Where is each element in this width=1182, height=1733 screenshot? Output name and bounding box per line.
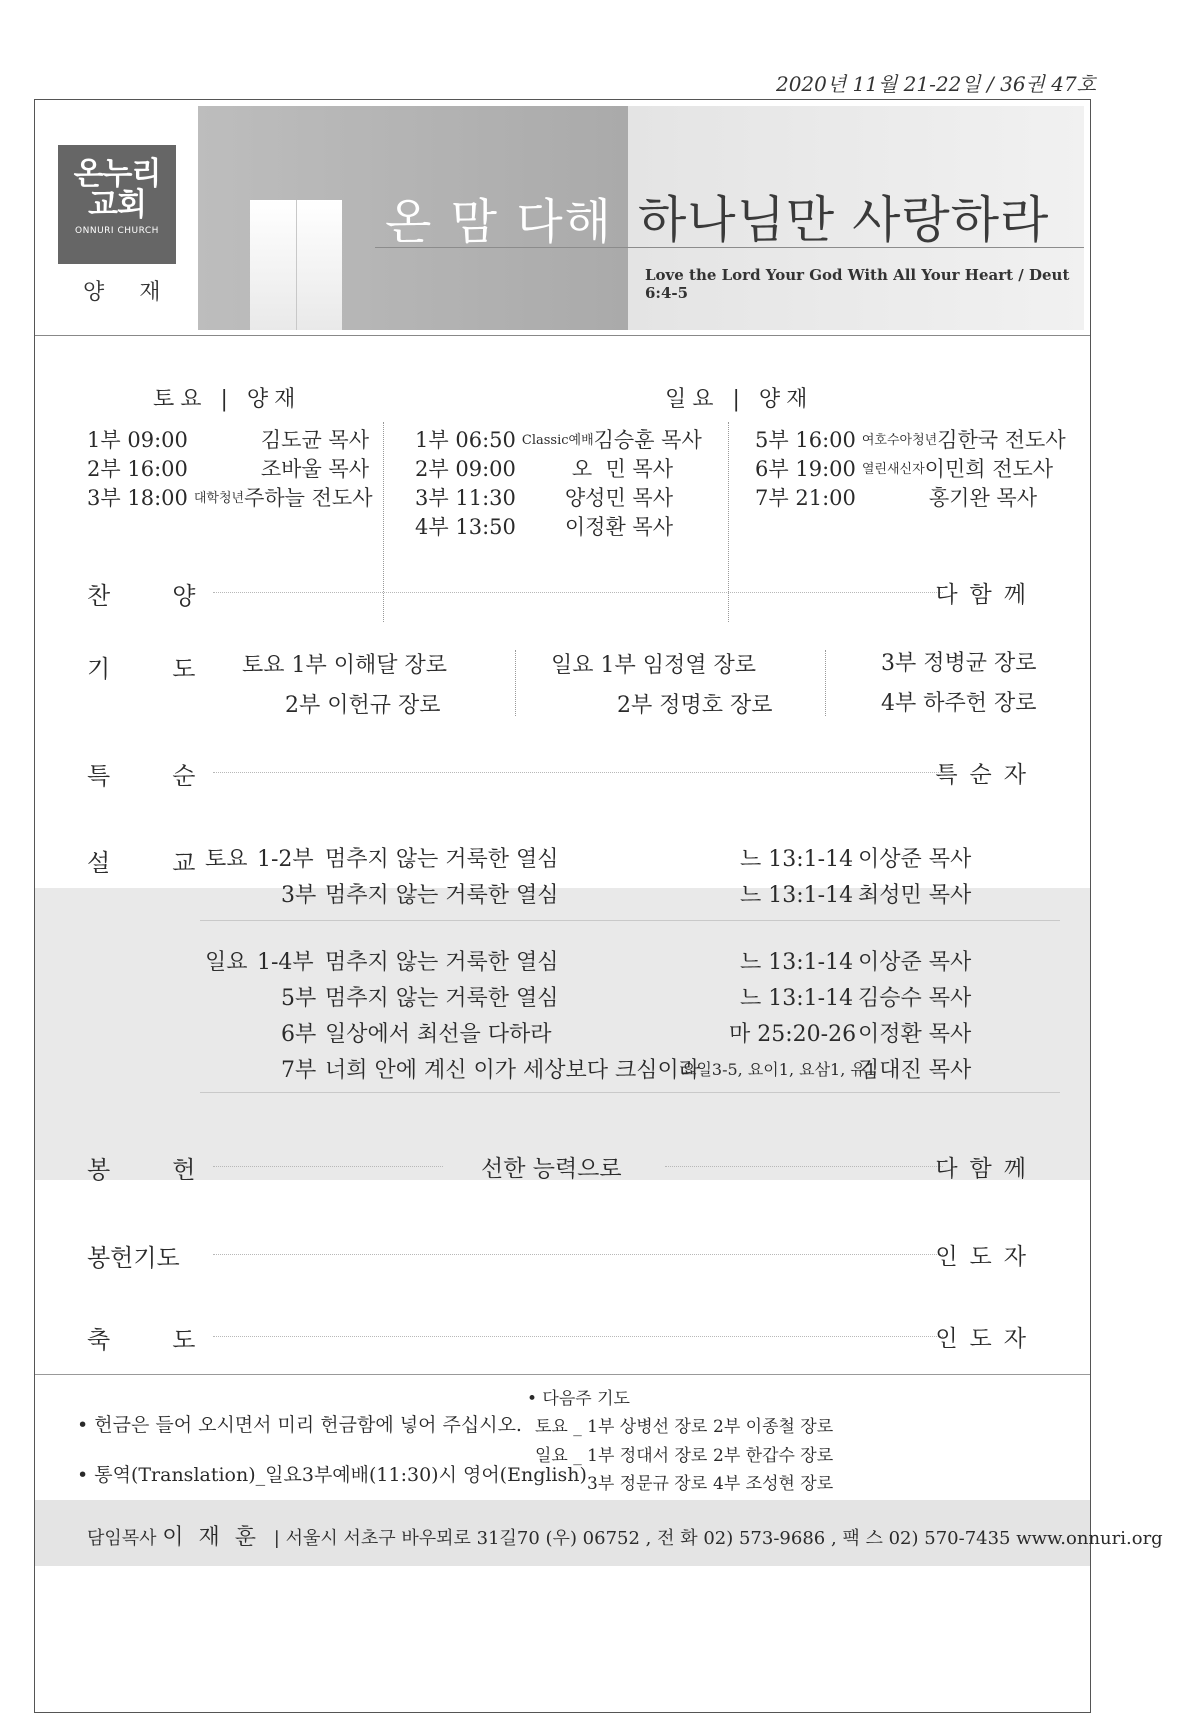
service-row (415, 455, 673, 484)
bulletin-frame (34, 99, 1163, 1713)
sermon-part: 1-4부 (257, 950, 314, 975)
dotted-leader (213, 1166, 443, 1167)
door-illustration (250, 200, 342, 330)
service-part: 1부 (415, 428, 449, 452)
sermon-scripture: 느 13:1-14 (740, 950, 854, 975)
service-pastor: 주하늘 전도사 (244, 486, 373, 510)
sunday-header: 일요 | 양재 (665, 387, 814, 412)
offering-leader: 다함께 (935, 1156, 1038, 1182)
logo-line-2: 교회 (88, 187, 146, 223)
prayer-sunday-3: 3부 정병균 장로 (881, 651, 1037, 676)
offering-prayer-label: 봉헌기도 (87, 1244, 180, 1272)
dotted-leader (213, 592, 943, 593)
service-part: 6부 (755, 457, 789, 481)
service-part: 5부 (755, 428, 789, 452)
service-row (415, 513, 673, 542)
label-char: 특 (87, 762, 111, 790)
sermon-preacher: 김대진 목사 (858, 1058, 972, 1083)
service-pastor: 김승훈 목사 (593, 428, 702, 452)
sermon-scripture: 느 13:1-14 (740, 883, 854, 908)
service-note: 열린새신자 (861, 462, 925, 477)
service-note: 대학청년 (193, 491, 245, 506)
banner-title-part2: 하나님만 사랑하라 (638, 191, 1050, 249)
label-char: 봉 (87, 1156, 111, 1184)
service-pastor: 이민희 전도사 (924, 457, 1054, 481)
service-row (755, 484, 1037, 513)
service-pastor: 홍기완 목사 (928, 486, 1037, 510)
sermon-label (87, 843, 217, 878)
issue-date-volume: 2020년 11월 21-22일 / 36권 47호 (775, 72, 1096, 96)
footer-role: 담임목사 (87, 1528, 157, 1549)
sermon-title: 멈추지 않는 거룩한 열심 (325, 883, 559, 908)
service-pastor: 오 민 목사 (571, 457, 673, 481)
service-row (755, 426, 1066, 455)
label-char: 축 (87, 1326, 111, 1354)
service-time: 19:00 (795, 457, 856, 481)
dotted-leader (213, 772, 943, 773)
footer-pastor-name: 이 재 훈 (162, 1525, 261, 1550)
label-char: 기 (87, 655, 111, 683)
service-note: 여호수아청년 (861, 433, 938, 448)
next-prayer-saturday: 토요 _ 1부 상병선 장로 (535, 1417, 708, 1437)
service-pastor: 조바울 목사 (260, 457, 369, 481)
church-logo (58, 145, 176, 264)
service-row (415, 426, 702, 455)
next-prayer-sunday-3: 3부 정문규 장로 (587, 1474, 708, 1494)
label-char: 양 (172, 582, 196, 610)
sermon-title: 멈추지 않는 거룩한 열심 (325, 847, 559, 872)
sermon-preacher: 김승수 목사 (858, 986, 972, 1011)
offering-label (87, 1150, 217, 1185)
service-row (87, 484, 373, 513)
sermon-part: 3부 (281, 883, 317, 908)
saturday-header: 토요 | 양재 (153, 387, 302, 412)
next-prayer-saturday-2: 2부 이종철 장로 (713, 1417, 834, 1437)
sunday-schedule-b (755, 426, 1066, 513)
label-char: 순 (172, 762, 196, 790)
notice-offering: • 헌금은 들어 오시면서 미리 헌금함에 넣어 주십시오. (77, 1414, 522, 1436)
label-char: 찬 (87, 582, 111, 610)
logo-sub: ONNURI CHURCH (75, 226, 159, 236)
sunday-schedule-a (415, 426, 702, 542)
service-time: 16:00 (127, 457, 188, 481)
service-part: 3부 (87, 486, 121, 510)
sermon-scripture: 느 13:1-14 (740, 986, 854, 1011)
sermon-scripture: 마 25:20-26 (729, 1022, 857, 1047)
sermon-preacher: 최성민 목사 (858, 883, 972, 908)
service-row (87, 455, 369, 484)
footer-contact (87, 1520, 1163, 1551)
service-row (755, 455, 1054, 484)
service-time: 09:00 (127, 428, 188, 452)
offering-hymn: 선한 능력으로 (481, 1156, 622, 1182)
label-char: 설 (87, 849, 111, 877)
sermon-scripture: 요일3-5, 요이1, 요삼1, 유1 (681, 1060, 877, 1079)
label-char: 헌 (172, 1156, 196, 1184)
benediction-label (87, 1320, 217, 1355)
prayer-sunday-4: 4부 하주헌 장로 (881, 691, 1037, 716)
label-char: 도 (172, 1326, 196, 1354)
sermon-title: 너희 안에 계신 이가 세상보다 크심이라 (325, 1058, 700, 1083)
service-time: 11:30 (455, 486, 516, 510)
service-time: 21:00 (795, 486, 856, 510)
praise-leader: 다함께 (935, 582, 1038, 608)
benediction-leader: 인도자 (935, 1326, 1038, 1352)
sermon-title: 일상에서 최선을 다하라 (325, 1022, 552, 1047)
special-label (87, 756, 217, 791)
dotted-leader (213, 1254, 943, 1255)
prayer-label (87, 649, 217, 684)
footer-rule (35, 1374, 1090, 1375)
sermon-part: 6부 (281, 1022, 317, 1047)
service-time: 16:00 (795, 428, 856, 452)
sermon-part: 5부 (281, 986, 317, 1011)
service-part: 2부 (415, 457, 449, 481)
next-prayer-sunday-2: 2부 한갑수 장로 (713, 1446, 834, 1466)
label-char: 도 (172, 655, 196, 683)
sermon-divider (200, 1092, 1060, 1093)
saturday-schedule (87, 426, 373, 513)
service-time: 18:00 (127, 486, 188, 510)
header (35, 100, 1090, 336)
service-time: 06:50 (455, 428, 516, 452)
notice-translation: • 통역(Translation)_일요3부예배(11:30)시 영어(English) (77, 1464, 587, 1486)
sermon-title: 멈추지 않는 거룩한 열심 (325, 950, 559, 975)
prayer-sunday-1: 일요 1부 임정열 장로 (551, 653, 756, 678)
service-row (87, 426, 369, 455)
service-pastor: 김한국 전도사 (937, 428, 1066, 452)
sermon-title: 멈추지 않는 거룩한 열심 (325, 986, 559, 1011)
service-part: 1부 (87, 428, 121, 452)
service-part: 7부 (755, 486, 789, 510)
service-part: 3부 (415, 486, 449, 510)
service-pastor: 이정환 목사 (564, 515, 673, 539)
prayer-sunday-2: 2부 정명호 장로 (617, 693, 773, 718)
sermon-sunday-label: 일요 (205, 950, 248, 975)
dotted-leader (665, 1166, 943, 1167)
footer-address: | 서울시 서초구 바우뫼로 31길70 (우) 06752 , 전 화 02) 573-9686 , 팩 스 02) 570-7435 www.onnuri.org (273, 1528, 1163, 1549)
logo-line-1: 온누리 (73, 156, 161, 192)
next-prayer-title: • 다음주 기도 (527, 1389, 630, 1409)
campus-name: 양 재 (83, 280, 175, 305)
service-pastor: 김도균 목사 (260, 428, 369, 452)
next-prayer-sunday: 일요 _ 1부 정대서 장로 (535, 1446, 708, 1466)
service-row (415, 484, 673, 513)
sermon-preacher: 이상준 목사 (858, 950, 972, 975)
sermon-part: 7부 (281, 1058, 317, 1083)
prayer-divider (825, 650, 826, 716)
sermon-part: 1-2부 (257, 847, 314, 872)
service-note: Classic예배 (521, 433, 594, 448)
sermon-scripture: 느 13:1-14 (740, 847, 854, 872)
next-prayer-sunday-4: 4부 조성현 장로 (713, 1474, 834, 1494)
sermon-saturday-label: 토요 (205, 847, 248, 872)
sermon-preacher: 이정환 목사 (858, 1022, 972, 1047)
service-part: 2부 (87, 457, 121, 481)
service-part: 4부 (415, 515, 449, 539)
prayer-saturday-1: 토요 1부 이해달 장로 (242, 653, 447, 678)
service-time: 13:50 (455, 515, 516, 539)
offering-prayer-leader: 인도자 (935, 1244, 1038, 1270)
prayer-saturday-2: 2부 이헌규 장로 (285, 693, 441, 718)
dotted-leader (213, 1336, 943, 1337)
service-pastor: 양성민 목사 (564, 486, 673, 510)
banner-title-part1: 온 맘 다해 (385, 194, 613, 250)
sermon-divider (200, 920, 1060, 921)
praise-label (87, 576, 217, 611)
label-char: 교 (172, 849, 196, 877)
banner-verse: Love the Lord Your God With All Your Heart / Deut 6:4-5 (645, 266, 1070, 302)
sermon-preacher: 이상준 목사 (858, 847, 972, 872)
prayer-divider (515, 650, 516, 716)
service-time: 09:00 (455, 457, 516, 481)
special-performer: 특순자 (935, 762, 1038, 788)
